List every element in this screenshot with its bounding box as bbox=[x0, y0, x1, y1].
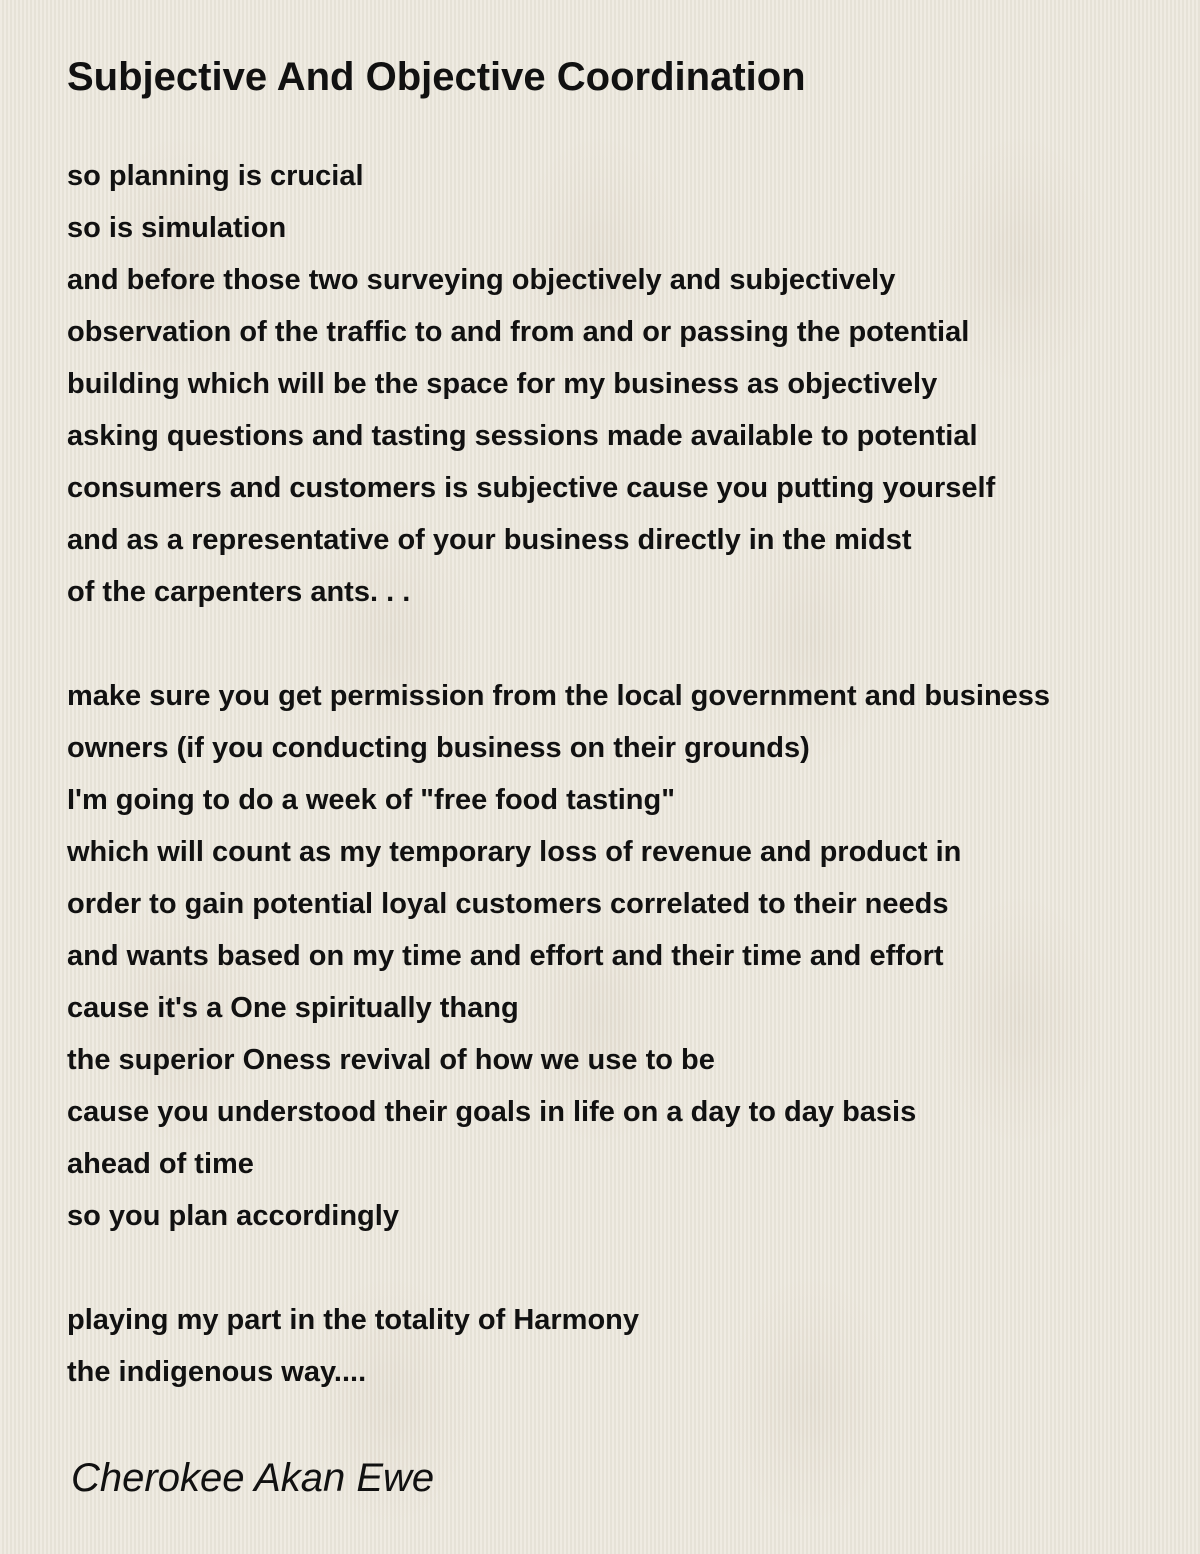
poem-line: so you plan accordingly bbox=[67, 1200, 399, 1232]
poem-line: make sure you get permission from the local government and business bbox=[67, 680, 1051, 712]
poem-line: and before those two surveying objectively and subjectively bbox=[67, 264, 896, 296]
poem-author: Cherokee Akan Ewe bbox=[71, 1456, 435, 1500]
poem-line: cause it's a One spiritually thang bbox=[67, 992, 519, 1024]
poem-line: I'm going to do a week of "free food tasting" bbox=[67, 784, 675, 816]
poem-line: asking questions and tasting sessions made available to potential bbox=[67, 420, 978, 452]
poem-line: of the carpenters ants. . . bbox=[67, 576, 411, 608]
poem-line: ahead of time bbox=[67, 1148, 254, 1180]
poem-line: owners (if you conducting business on their grounds) bbox=[67, 732, 810, 764]
stanza-1 bbox=[67, 150, 1050, 618]
poem-line: so is simulation bbox=[67, 212, 287, 244]
poem-line: the superior Oness revival of how we use to be bbox=[67, 1044, 715, 1076]
poem-line: cause you understood their goals in life on a day to day basis bbox=[67, 1096, 917, 1128]
poem-line: building which will be the space for my business as objectively bbox=[67, 368, 938, 400]
poem-line: the indigenous way.... bbox=[67, 1356, 367, 1388]
poem-line: order to gain potential loyal customers correlated to their needs bbox=[67, 888, 949, 920]
poem-line: and as a representative of your business directly in the midst bbox=[67, 524, 912, 556]
poem-line: and wants based on my time and effort and their time and effort bbox=[67, 940, 944, 972]
poem-line: observation of the traffic to and from and or passing the potential bbox=[67, 316, 970, 348]
stanza-2 bbox=[67, 670, 1050, 1242]
poem-line: which will count as my temporary loss of revenue and product in bbox=[67, 836, 962, 868]
poem-title: Subjective And Objective Coordination bbox=[67, 55, 806, 99]
stanza-3 bbox=[67, 1294, 1050, 1398]
poem-line: playing my part in the totality of Harmony bbox=[67, 1304, 640, 1336]
poem-line: consumers and customers is subjective cause you putting yourself bbox=[67, 472, 996, 504]
poem-body bbox=[67, 150, 1050, 1398]
poem-line: so planning is crucial bbox=[67, 160, 364, 192]
